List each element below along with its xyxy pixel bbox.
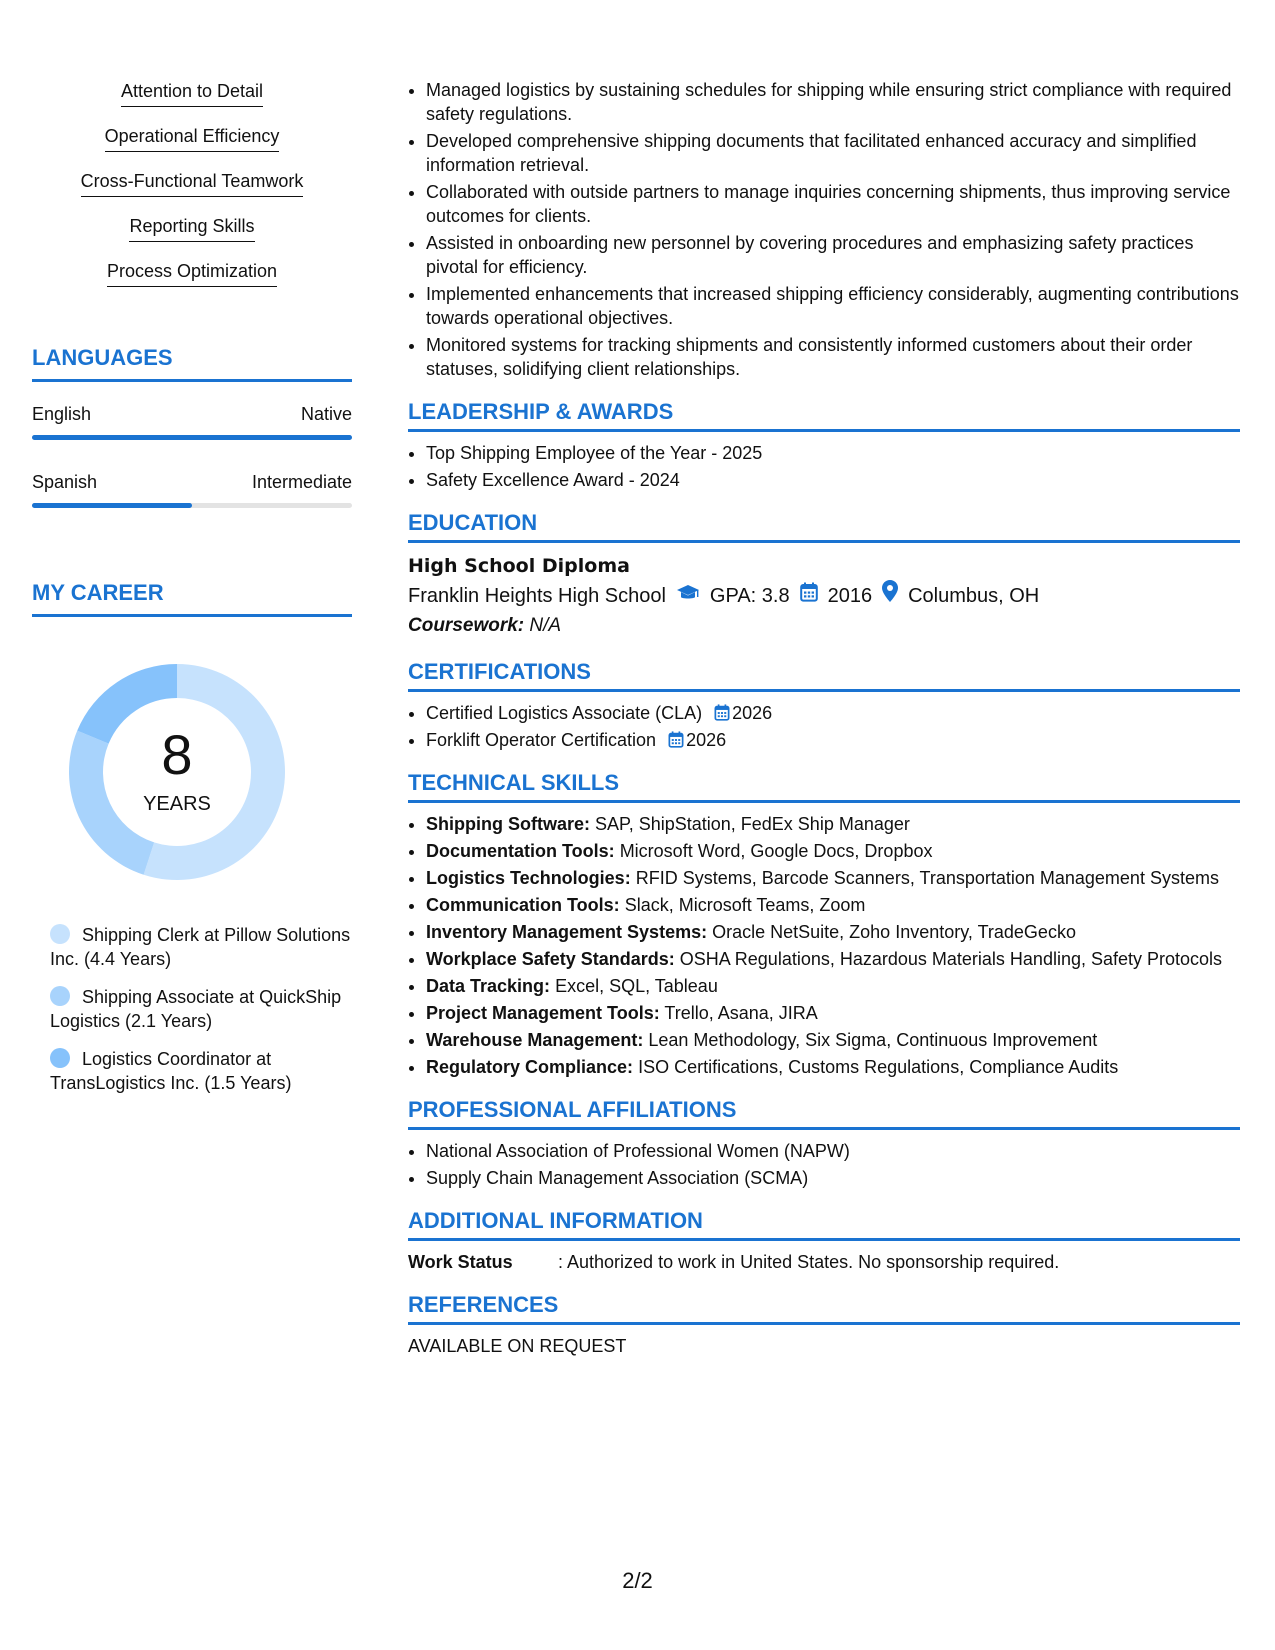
career-heading: MY CAREER	[32, 580, 352, 617]
certification-year: 2026	[732, 703, 773, 723]
technical-skill-value: Microsoft Word, Google Docs, Dropbox	[619, 841, 933, 861]
technical-skill-item	[426, 893, 1240, 917]
skill-item	[32, 260, 352, 305]
language-name: English	[32, 404, 92, 424]
affiliations-heading: PROFESSIONAL AFFILIATIONS	[408, 1097, 1240, 1130]
technical-skill-key: Regulatory Compliance:	[426, 1057, 634, 1077]
affiliations-list	[408, 1139, 1240, 1190]
certifications-list	[408, 701, 1240, 752]
affiliation-item: • National Association of Professional Women (NAPW)	[426, 1139, 1240, 1163]
skills-list	[32, 80, 352, 305]
work-status-value: : Authorized to work in United States. No sponsorship required.	[558, 1252, 1060, 1272]
career-legend-item	[50, 985, 352, 1033]
legend-dot-icon	[50, 1048, 70, 1068]
career-donut-chart	[62, 657, 292, 887]
technical-skill-item	[426, 1055, 1240, 1079]
technical-skill-key: Shipping Software:	[426, 814, 590, 834]
experience-bullet: • Monitored systems for tracking shipments and consistently informed customers about their order statuses, solidifying client relationships.	[426, 333, 1240, 381]
technical-skill-item	[426, 974, 1240, 998]
technical-skill-value: ISO Certifications, Customs Regulations, Compliance Audits	[638, 1057, 1119, 1077]
affiliation-item: • Supply Chain Management Association (SCMA)	[426, 1166, 1240, 1190]
technical-skill-value: Slack, Microsoft Teams, Zoom	[624, 895, 866, 915]
coursework-value: N/A	[529, 615, 562, 636]
experience-bullet: • Managed logistics by sustaining schedules for shipping while ensuring strict compliance with required safety regulations.	[426, 78, 1240, 126]
education-heading: EDUCATION	[408, 510, 1240, 543]
education-location: Columbus, OH	[908, 584, 1040, 607]
technical-skill-item	[426, 812, 1240, 836]
references-text: AVAILABLE ON REQUEST	[408, 1336, 627, 1356]
technical-skill-item	[426, 920, 1240, 944]
education-degree: High School Diploma	[408, 555, 630, 577]
calendar-icon	[668, 728, 684, 752]
technical-skill-value: Lean Methodology, Six Sigma, Continuous Improvement	[648, 1030, 1098, 1050]
coursework-label: Coursework:	[408, 615, 525, 636]
technical-skill-item	[426, 866, 1240, 890]
experience-bullet: • Developed comprehensive shipping documents that facilitated enhanced accuracy and simplified information retrieval.	[426, 129, 1240, 177]
technical-skill-value: Oracle NetSuite, Zoho Inventory, TradeGecko	[712, 922, 1076, 942]
technical-skills-heading: TECHNICAL SKILLS	[408, 770, 1240, 803]
technical-skill-value: OSHA Regulations, Hazardous Materials Handling, Safety Protocols	[679, 949, 1223, 969]
certification-year: 2026	[686, 730, 727, 750]
graduation-cap-icon	[676, 581, 700, 611]
technical-skill-item	[426, 1001, 1240, 1025]
award-item: • Safety Excellence Award - 2024	[426, 468, 1240, 492]
skill-item	[32, 170, 352, 215]
experience-bullet: • Collaborated with outside partners to manage inquiries concerning shipments, thus improving service outcomes for clients.	[426, 180, 1240, 228]
skill-item	[32, 215, 352, 260]
languages-heading: LANGUAGES	[32, 345, 352, 382]
experience-bullet: • Implemented enhancements that increased shipping efficiency considerably, augmenting contributions towards operational objectives.	[426, 282, 1240, 330]
skill-label: Reporting Skills	[129, 215, 254, 242]
career-legend-item	[50, 1047, 352, 1095]
technical-skill-key: Logistics Technologies:	[426, 868, 631, 888]
education-gpa: GPA: 3.8	[709, 584, 790, 607]
education-school: Franklin Heights High School	[408, 584, 666, 607]
career-legend	[32, 923, 352, 1095]
career-years-unit: YEARS	[143, 793, 211, 815]
location-pin-icon	[882, 580, 898, 611]
legend-dot-icon	[50, 924, 70, 944]
additional-info-heading: ADDITIONAL INFORMATION	[408, 1208, 1240, 1241]
calendar-icon	[714, 701, 730, 725]
right-column	[408, 78, 1240, 1358]
technical-skill-key: Data Tracking:	[426, 976, 551, 996]
technical-skill-key: Documentation Tools:	[426, 841, 615, 861]
certification-item	[426, 701, 1240, 725]
career-legend-label: Shipping Clerk at Pillow Solutions Inc. (4.4 Years)	[50, 925, 351, 969]
language-proficiency-fill	[32, 435, 352, 440]
work-status-row	[408, 1250, 1240, 1274]
left-column	[32, 80, 352, 1109]
education-year: 2016	[827, 584, 873, 607]
technical-skill-key: Communication Tools:	[426, 895, 620, 915]
language-entry	[32, 472, 352, 508]
language-proficiency-fill	[32, 503, 192, 508]
language-name: Spanish	[32, 472, 98, 492]
legend-dot-icon	[50, 986, 70, 1006]
career-legend-label: Shipping Associate at QuickShip Logistics (2.1 Years)	[50, 987, 342, 1031]
experience-bullets	[408, 78, 1240, 381]
skill-label: Operational Efficiency	[105, 125, 280, 152]
education-coursework	[408, 611, 1240, 641]
career-legend-label: Logistics Coordinator at TransLogistics Inc. (1.5 Years)	[50, 1049, 292, 1093]
certification-name: Forklift Operator Certification	[426, 730, 657, 750]
career-legend-item	[50, 923, 352, 971]
language-level: Native	[300, 404, 352, 424]
technical-skill-value: SAP, ShipStation, FedEx Ship Manager	[595, 814, 910, 834]
technical-skill-value: Trello, Asana, JIRA	[664, 1003, 818, 1023]
technical-skill-value: Excel, SQL, Tableau	[555, 976, 718, 996]
technical-skill-key: Workplace Safety Standards:	[426, 949, 675, 969]
calendar-icon	[800, 581, 818, 611]
technical-skill-value: RFID Systems, Barcode Scanners, Transportation Management Systems	[635, 868, 1219, 888]
work-status-key: Work Status	[408, 1252, 513, 1272]
skill-item	[32, 80, 352, 125]
technical-skill-key: Warehouse Management:	[426, 1030, 644, 1050]
skill-label: Attention to Detail	[121, 80, 263, 107]
technical-skill-item	[426, 1028, 1240, 1052]
awards-heading: LEADERSHIP & AWARDS	[408, 399, 1240, 432]
technical-skill-key: Project Management Tools:	[426, 1003, 660, 1023]
technical-skill-item	[426, 947, 1240, 971]
certification-item	[426, 728, 1240, 752]
award-item: • Top Shipping Employee of the Year - 2025	[426, 441, 1240, 465]
languages-section	[32, 345, 352, 508]
skill-label: Cross-Functional Teamwork	[81, 170, 304, 197]
references-heading: REFERENCES	[408, 1292, 1240, 1325]
technical-skill-key: Inventory Management Systems:	[426, 922, 708, 942]
technical-skills-list	[408, 812, 1240, 1079]
awards-list	[408, 441, 1240, 492]
skill-item	[32, 125, 352, 170]
certification-name: Certified Logistics Associate (CLA)	[426, 703, 703, 723]
technical-skill-item	[426, 839, 1240, 863]
skill-label: Process Optimization	[107, 260, 277, 287]
language-level: Intermediate	[251, 472, 352, 492]
language-proficiency-bar	[32, 503, 352, 508]
experience-bullet: • Assisted in onboarding new personnel by covering procedures and emphasizing safety practices pivotal for efficiency.	[426, 231, 1240, 279]
career-total-years: 8	[161, 723, 193, 786]
education-details	[408, 580, 1240, 611]
language-entry	[32, 404, 352, 440]
language-proficiency-bar	[32, 435, 352, 440]
certifications-heading: CERTIFICATIONS	[408, 659, 1240, 692]
page-number: 2/2	[622, 1568, 653, 1593]
